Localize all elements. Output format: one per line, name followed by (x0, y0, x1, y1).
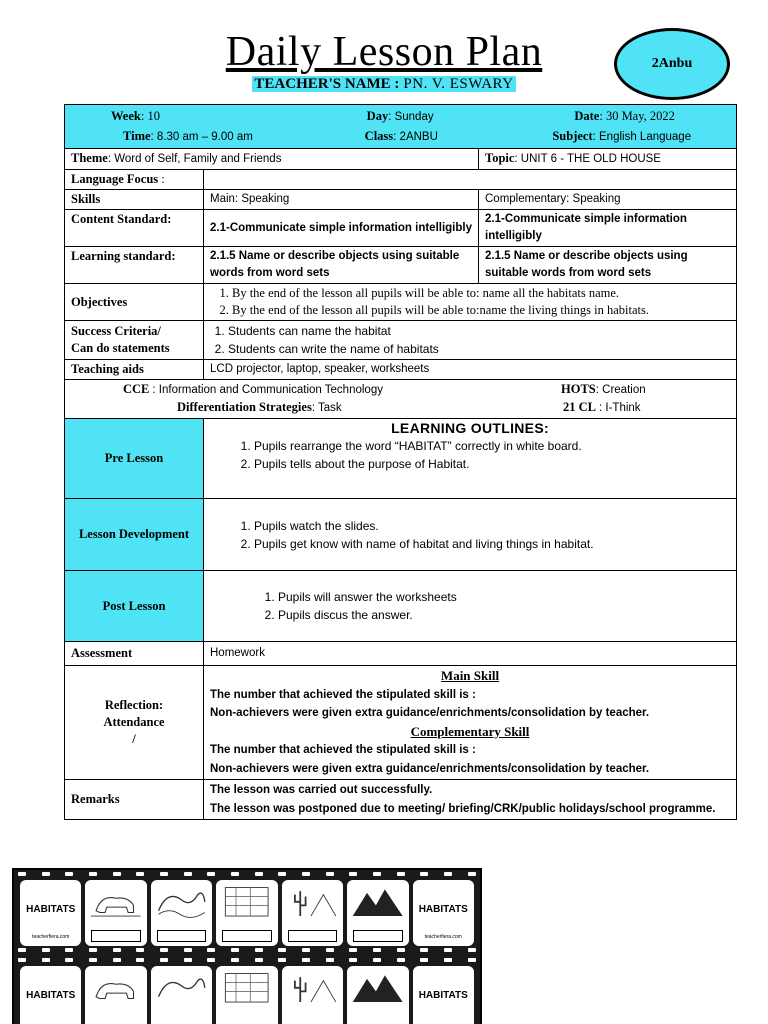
ocean-habitat-card (151, 880, 212, 946)
objective-item: 1. By the end of the lesson all pupils will be able to: name all the habitats name. (232, 285, 730, 302)
worksheet-label-right: HABITATS (418, 904, 468, 915)
teaching-aids-value: LCD projector, laptop, speaker, worksheets (204, 360, 737, 380)
cce-row (65, 380, 737, 419)
worksheet-site-right: teacherfiera.com (424, 934, 462, 940)
header-row (65, 105, 737, 149)
success-criteria-row (65, 321, 737, 360)
week-label: Week (111, 109, 141, 123)
cactus-icon (286, 970, 339, 1006)
teacher-label: TEACHER'S NAME : (254, 76, 400, 92)
lesson-development-label: Lesson Development (65, 499, 204, 571)
reflection-label: Reflection: (104, 698, 164, 712)
comp-non-achievers-text: Non-achievers were given extra guidance/enrichments/consolidation by teacher. (210, 762, 650, 775)
page-title: Daily Lesson Plan (225, 29, 543, 75)
objectives-list (232, 285, 730, 319)
success-list (228, 322, 730, 358)
polar-habitat-card-2 (85, 966, 146, 1024)
teaching-aids-row (65, 360, 737, 380)
diff-value: : Task (311, 402, 342, 414)
worksheet-strip-2 (14, 956, 480, 1024)
forest-icon (220, 884, 273, 920)
worksheet-strip (14, 870, 480, 956)
class-label: Class (364, 129, 394, 143)
polar-bear-icon (89, 970, 142, 1006)
reflection-row (65, 666, 737, 780)
worksheet-title-card-2 (20, 966, 81, 1024)
language-focus-row (65, 170, 737, 190)
worksheet-site: teacherfiera.com (32, 934, 70, 940)
skills-comp: Complementary: Speaking (479, 190, 737, 210)
pre-lesson-label: Pre Lesson (65, 419, 204, 499)
class-badge-label: 2Anbu (651, 56, 693, 71)
success-item: 2. Students can write the name of habitats (228, 340, 730, 358)
hots-label: HOTS (561, 382, 596, 396)
ocean-habitat-card-2 (151, 966, 212, 1024)
worksheet-label: HABITATS (26, 904, 76, 915)
pre-lesson-list (254, 437, 730, 473)
lesson-development-row (65, 499, 737, 571)
post-lesson-list (278, 588, 730, 624)
theme-label: Theme (71, 151, 108, 165)
mountain-icon (351, 884, 404, 920)
forest-icon (220, 970, 273, 1006)
lesson-development-list (254, 517, 730, 553)
main-skill-heading: Main Skill (440, 668, 500, 683)
remark-item: The lesson was postponed due to meeting/ briefing/CRK/public holidays/school programme. (210, 802, 716, 815)
learning-standard-main: 2.1.5 Name or describe objects using suitable words from word sets (204, 247, 479, 284)
complementary-skill-heading: Complementary Skill (410, 723, 530, 739)
week-value: : 10 (140, 109, 160, 123)
skills-row (65, 190, 737, 210)
cce-label: CCE (123, 382, 150, 396)
success-item: 1. Students can name the habitat (228, 322, 730, 340)
worksheet-title-card (20, 880, 81, 946)
wave-icon (155, 884, 208, 920)
content-standard-main: 2.1-Communicate simple information intelligibly (204, 210, 479, 247)
subject-label: Subject (552, 129, 593, 143)
reflection-slash: / (132, 732, 136, 746)
subject-value: : English Language (592, 131, 692, 143)
forest-habitat-card-2 (216, 966, 277, 1024)
remark-item: The lesson was carried out successfully. (210, 784, 433, 796)
post-lesson-item: 1. Pupils will answer the worksheets (278, 588, 730, 606)
attendance-label: Attendance (103, 715, 165, 729)
teaching-aids-label: Teaching aids (65, 360, 204, 380)
remarks-row (65, 780, 737, 820)
language-focus-value: : (161, 172, 165, 186)
theme-value: : Word of Self, Family and Friends (107, 153, 282, 165)
forest-habitat-card (216, 880, 277, 946)
lesson-plan-table (64, 104, 737, 820)
pre-lesson-row (65, 419, 737, 499)
objective-item: 2. By the end of the lesson all pupils will be able to:name the living things in habitats. (232, 302, 730, 319)
main-achieved-text: The number that achieved the stipulated skill is : (210, 688, 476, 701)
wave-icon (155, 970, 208, 1006)
day-value: : Sunday (388, 111, 434, 123)
post-lesson-item: 2. Pupils discus the answer. (278, 606, 730, 624)
remarks-label: Remarks (65, 780, 204, 820)
content-standard-row (65, 210, 737, 247)
desert-habitat-card (282, 880, 343, 946)
assessment-value: Homework (204, 642, 737, 666)
time-value: : 8.30 am – 9.00 am (150, 131, 253, 143)
skills-label: Skills (65, 190, 204, 210)
worksheet-title-card-right (413, 880, 474, 946)
class-badge (614, 28, 730, 100)
success-label-1: Success Criteria/ (71, 324, 161, 338)
learning-standard-row (65, 247, 737, 284)
cl21-label: 21 CL (563, 400, 596, 414)
time-label: Time (123, 129, 151, 143)
diff-label: Differentiation Strategies (177, 400, 312, 414)
mountain-habitat-card (347, 880, 408, 946)
learning-standard-label: Learning standard: (65, 247, 204, 284)
habitats-worksheet-image (12, 868, 482, 1024)
success-label-2: Can do statements (71, 341, 170, 355)
date-value: : 30 May, 2022 (599, 109, 675, 123)
content-standard-label: Content Standard: (65, 210, 204, 247)
cactus-icon (286, 884, 339, 920)
mountain-icon (351, 970, 404, 1006)
mountain-habitat-card-2 (347, 966, 408, 1024)
worksheet-label-2: HABITATS (26, 990, 76, 1001)
objectives-row (65, 284, 737, 321)
polar-bear-icon (89, 884, 142, 920)
worksheet-title-card-right-2 (413, 966, 474, 1024)
lesson-development-item: 2. Pupils get know with name of habitat and living things in habitat. (254, 535, 730, 553)
skills-main: Main: Speaking (204, 190, 479, 210)
teacher-name: PN. V. ESWARY (403, 76, 514, 92)
learning-outlines-heading: LEARNING OUTLINES: (391, 420, 549, 436)
main-non-achievers-text: Non-achievers were given extra guidance/enrichments/consolidation by teacher. (210, 707, 650, 719)
worksheet-label-right-2: HABITATS (418, 990, 468, 1001)
topic-value: : UNIT 6 - THE OLD HOUSE (514, 153, 661, 165)
class-value: : 2ANBU (393, 131, 438, 143)
post-lesson-row (65, 571, 737, 642)
assessment-row (65, 642, 737, 666)
post-lesson-label: Post Lesson (65, 571, 204, 642)
desert-habitat-card-2 (282, 966, 343, 1024)
objectives-label: Objectives (65, 284, 204, 321)
hots-value: : Creation (595, 384, 646, 396)
pre-lesson-item: 2. Pupils tells about the purpose of Habitat. (254, 455, 730, 473)
pre-lesson-item: 1. Pupils rearrange the word “HABITAT” correctly in white board. (254, 437, 730, 455)
theme-row (65, 149, 737, 170)
language-focus-label: Language Focus (71, 172, 159, 186)
polar-habitat-card (85, 880, 146, 946)
cl21-value: : I-Think (599, 402, 641, 414)
day-label: Day (366, 109, 389, 123)
content-standard-comp: 2.1-Communicate simple information intelligibly (479, 210, 737, 247)
date-label: Date (574, 109, 600, 123)
lesson-development-item: 1. Pupils watch the slides. (254, 517, 730, 535)
cce-value: : Information and Communication Technology (152, 384, 383, 396)
assessment-label: Assessment (65, 642, 204, 666)
topic-label: Topic (485, 151, 515, 165)
comp-achieved-text: The number that achieved the stipulated skill is : (210, 744, 476, 756)
learning-standard-comp: 2.1.5 Name or describe objects using suitable words from word sets (479, 247, 737, 284)
